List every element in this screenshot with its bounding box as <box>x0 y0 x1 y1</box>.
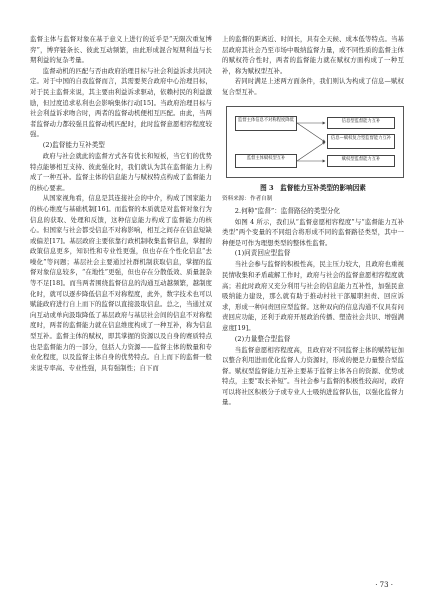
connector-arrow <box>297 142 325 161</box>
outcome-box-empowerment: 赋权型监督能力互补 <box>327 155 395 167</box>
factor-box-empowerment: 监督主体赋权型互补 <box>235 154 297 168</box>
paragraph: 如图 4 所示，我们从“监督意愿相容程度”与“监督能力互补类型”两个变量的不同组合将形成不同的监督路径类型，其中一种便是可作为理想类型的整体性监督。 <box>222 217 404 247</box>
paragraph: 从国家视角看，信息是其连接社会的中介，构成了国家能力的核心维度与基础机制[16]。而监督的本质就是对监督对象行为信息的获取、处理和反馈，这种信息能力构成了监督能力的核心。但国家与社会都受信息不对称影响，相互之间存在信息短缺或偏差[17]。基层政府主要依靠行政机制收集监督信息，掌握的政策信息更多，知识性和专业性更强，但也存在个性化信息“去噪化”等问题；基层社会主要通过社群机制获取信息，掌握的监督对象信息较多，“在地性”更强，但也存在分散低效、质量混杂等不足[18]。而当两者围绕监督信息的沟通互动越频繁，越制度化时，就可以逐步降低信息不对称程度，此外，数字技术也可以赋能政府进行自上而下的监督以直接汲取信息。总之，当通过双向互动或单向汲取降低了基层政府与基层社会间的信息不对称程度时，两者的监督能力就在信息维度构成了一种互补，称为信息型互补。监督主体的赋权，即其掌握的资源以及自身的赛质特点也是监督能力的一部分，包括人力资源——监督主体的数量和专业化程度，以及监督主体自身的优势特点。自上而下的监督一般来说专率高、专业性强，具有强制性；自下而 <box>30 194 212 372</box>
paragraph: 监督动机的匹配与否由政府治理目标与社会利益诉求共同决定。对于中国的自我监督而言，其需要契合政府中心治理目标，对于民主监督来说，其主要由利益诉求驱动，依赖村民的利益激励，但过度追求私利也会影响集体行动[15]。当政府治理目标与社会利益诉求吻合时，两者的监督动机便相互匹配。由此，当两者监督动力都较强且监督动机匹配时，此时监督意愿相容程度较强。 <box>30 66 212 139</box>
paragraph: 当社会参与监督的积极性高，民主压力较大，且政府也重视民情收集和矛盾疏解工作时，政府与社会的监督意愿相容程度就高；若此时政府又充分利用与社会的信息能力互补性，加强民意吸纳能力建设，那么就有助于推动村社干部履职担责、回应诉求，形成一种问责回应型监督。这种双向的信息沟通不仅具有问责回应功能，还利于政府开展政治传播、塑造社会共识、增强满意度[19]。 <box>222 260 404 332</box>
figure-source: 资料来源：作者自制 <box>222 195 273 202</box>
paragraph: 上的监督的距离近、时间长，具有全天候、成本低等特点。当基层政府其社会乃至市场中吸纳监督力量，或不同性质的监督主体的赋权符合性时，两者的监督能力就在赋权方面构成了一种互补，称为赋权型互补。 <box>222 35 404 75</box>
paragraph: 当监督意愿相容程度高，且政府对不同监督主体的赋特征加以整合利用进而优化监督人力资源时，形成的便是力量整合型监督。赋权型监督能力互补主要基于监督主体各自的资源、优势或特点，主要“取长补短”。当社会参与监督的积极性较高时，政府可以将社区积极分子或专业人士吸纳进监督队伍，以强化监督力量。 <box>222 345 404 407</box>
right-column <box>222 34 404 408</box>
paragraph: 若同时满足上述两方面条件，我们则认为构成了信息—赋权复合型互补。 <box>222 77 404 96</box>
factor-box-information: 监督主体信息不对称程度降低 <box>235 116 297 131</box>
connector-arrow <box>297 123 325 142</box>
section-heading: 2.何种“监督”：监督路径的类型分化 <box>234 206 341 215</box>
figure-diagram <box>226 106 404 178</box>
section-heading: (2)监督能力互补类型 <box>42 140 105 149</box>
figure-caption: 图 3 监督能力互补类型的影响因素 <box>260 183 366 192</box>
outcome-box-information: 信息型监督能力互补 <box>327 117 395 129</box>
section-heading: (2)力量整合型监督 <box>234 334 291 343</box>
paragraph: 政府与社会就此的监督方式各有优长和短板，当它们的优势特点能够相互支持、彼此强化时，我们就认为其在监督能力上构成了一种互补。监督主体的信息能力与赋权特点构成了监督能力的核心要素。 <box>30 151 212 192</box>
outcome-box-composite: 信息—赋权复合型监督能力互补 <box>327 134 395 149</box>
paragraph: 监督主体与监督对象在基于意义上进行的近乎是“无限次重复博弈”，博弈链条长、彼此互动频繁，由此形成混合短期利益与长期利益的复杂考量。 <box>30 35 212 65</box>
left-column <box>30 34 212 373</box>
page-number: · 73 · <box>375 581 393 589</box>
section-heading: (1)问责回应型监督 <box>234 249 291 258</box>
